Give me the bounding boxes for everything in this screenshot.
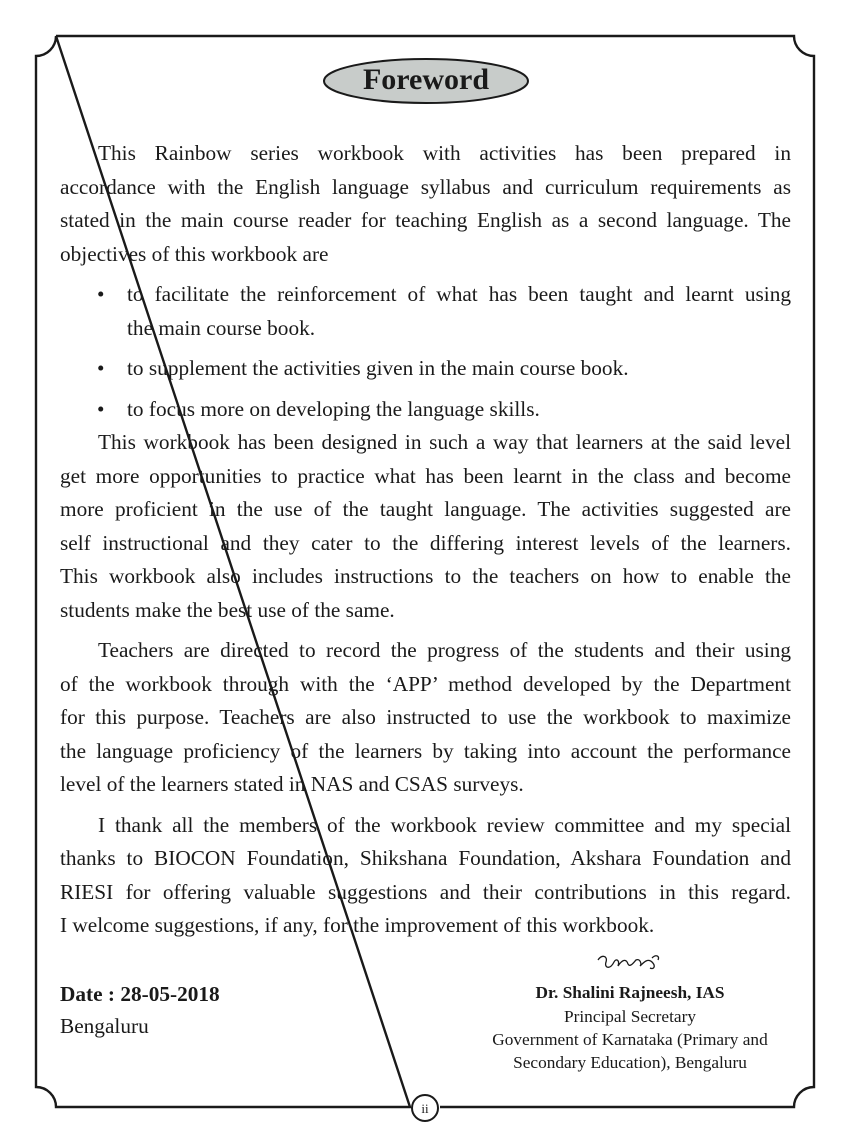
text-line: of the workbook through with the ‘APP’ method developed by the Department [60,671,791,696]
signatory-org-line-1: Government of Karnataka (Primary and [492,1030,768,1049]
text-line: I thank all the members of the workbook review committee and my special [98,812,791,837]
text-line [60,278,791,312]
text-line: This workbook has been designed in such a way that learners at the said level [98,430,791,454]
text-line [60,352,791,386]
bullet-icon: • [97,396,105,421]
text-line [60,393,791,427]
signatory-org-line-2: Secondary Education), Bengaluru [513,1053,747,1072]
signatory-name: Dr. Shalini Rajneesh, IAS [535,983,725,1002]
text-line: accordance with the English language syllabus and curriculum requirements as [60,174,791,199]
text-line: I welcome suggestions, if any, for the improvement of this workbook. [60,913,655,937]
objectives-list [60,278,791,426]
bullet-text: to focus more on developing the language skills. [127,396,540,421]
bullet-text: to supplement the activities given in the main course book. [127,356,629,380]
paragraph-teachers [60,634,791,802]
text-line: RIESI for offering valuable suggestions and their contributions in this regard. [60,879,791,904]
text-line: self instructional and they cater to the differing interest levels of the learners. [60,530,791,555]
list-item [60,393,791,427]
text-line: Teachers are directed to record the progress of the students and their using [98,638,791,662]
text-line: the language proficiency of the learners by taking into account the performance [60,738,791,763]
text-line: thanks to BIOCON Foundation, Shikshana Foundation, Akshara Foundation and [60,846,791,870]
bullet-icon: • [97,282,105,306]
foreword-body [60,137,791,943]
paragraph-design [60,426,791,627]
title-badge [322,57,530,105]
page-title: Foreword [362,63,490,96]
text-line: students make the best use of the same. [60,597,395,622]
handwritten-signature-icon [590,950,670,976]
text-line: This Rainbow series workbook with activities has been prepared in [98,141,791,165]
signature-block [460,950,800,1074]
text-line: get more opportunities to practice what has been learnt in the class and become [60,463,791,488]
signatory-designation: Principal Secretary [564,1007,696,1026]
date-place-block [60,978,220,1042]
text-line: objectives of this workbook are [60,241,329,266]
paragraph-thanks [60,809,791,943]
text-line: the main course book. [127,315,316,340]
text-line: stated in the main course reader for teaching English as a second language. The [60,208,791,232]
paragraph-intro [60,137,791,271]
text-line: more proficient in the use of the taught language. The activities suggested are [60,497,791,521]
page-number: ii [411,1094,439,1122]
list-item [60,352,791,386]
text-line: This workbook also includes instructions to the teachers on how to enable the [60,564,791,588]
list-item [60,278,791,345]
text-line: level of the learners stated in NAS and CSAS surveys. [60,772,524,796]
place-label: Bengaluru [60,1014,149,1038]
date-label: Date : 28-05-2018 [60,982,220,1006]
text-line: for this purpose. Teachers are also instructed to use the workbook to maximize [60,705,791,729]
bullet-icon: • [97,356,105,380]
bullet-text: to facilitate the reinforcement of what has been taught and learnt using [127,282,791,306]
